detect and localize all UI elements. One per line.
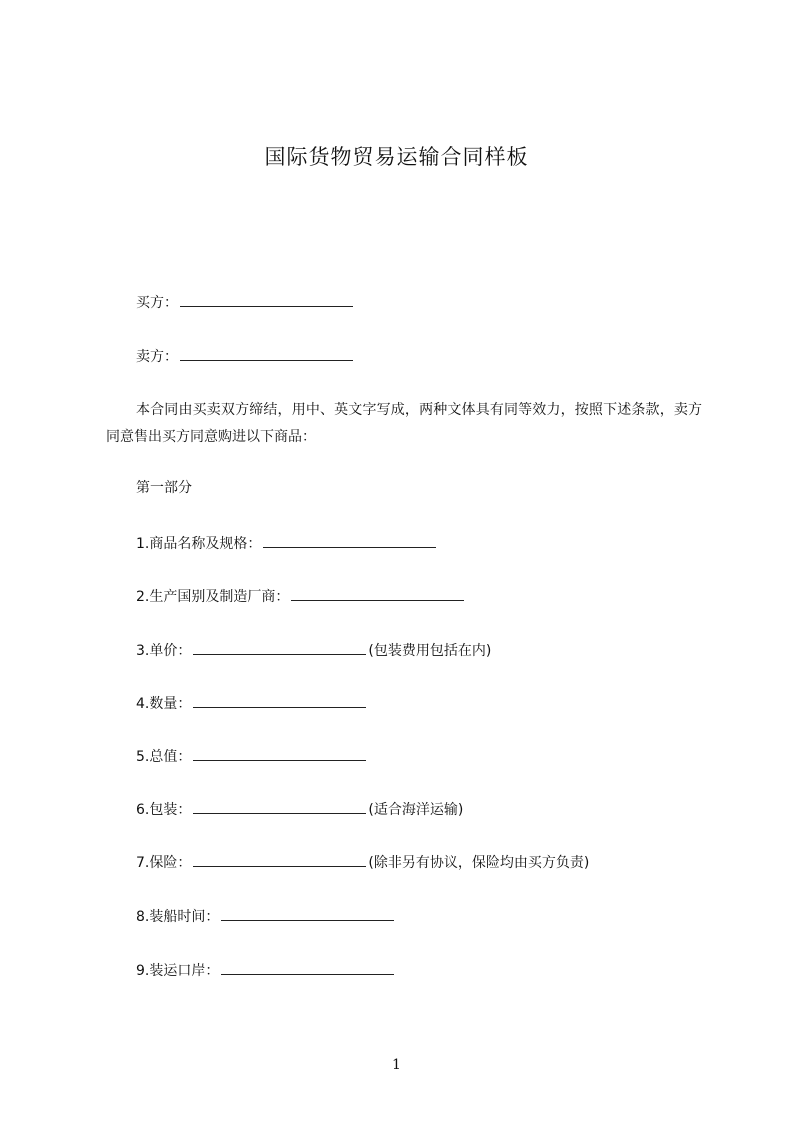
clause-blank — [291, 585, 464, 601]
seller-blank — [180, 345, 353, 361]
clause-label: 8.装船时间： — [136, 909, 220, 925]
clause-1 — [136, 532, 438, 554]
clause-blank — [193, 851, 366, 867]
clause-label: 3.单价： — [136, 643, 192, 659]
clause-blank — [263, 532, 436, 548]
seller-label: 卖方： — [136, 349, 178, 365]
clause-blank — [193, 639, 366, 655]
seller-line — [136, 345, 355, 367]
clause-blank — [193, 745, 366, 761]
document-title: 国际货物贸易运输合同样板 — [264, 145, 529, 169]
clause-6 — [136, 798, 463, 820]
clause-3 — [136, 639, 491, 661]
clause-blank — [221, 905, 394, 921]
section-heading: 第一部分 — [136, 480, 192, 496]
clause-5 — [136, 745, 368, 767]
intro-paragraph: 本合同由买卖双方缔结，用中、英文字写成，两种文体具有同等效力，按照下述条款，卖方同意售出买方同意购进以下商品： — [106, 402, 702, 445]
clause-2 — [136, 585, 466, 607]
page-number: 1 — [392, 1057, 401, 1073]
clause-label: 5.总值： — [136, 749, 192, 765]
clause-note: (除非另有协议，保险均由买方负责) — [368, 855, 590, 871]
buyer-blank — [180, 291, 353, 307]
clause-9 — [136, 959, 396, 981]
clause-7 — [136, 851, 589, 873]
clause-label: 1.商品名称及规格： — [136, 536, 262, 552]
clause-blank — [221, 959, 394, 975]
clause-note: (包装费用包括在内) — [368, 643, 492, 659]
clause-note: (适合海洋运输) — [368, 802, 464, 818]
clause-label: 9.装运口岸： — [136, 963, 220, 979]
clause-blank — [193, 798, 366, 814]
clause-4 — [136, 692, 368, 714]
buyer-line — [136, 291, 355, 313]
clause-blank — [193, 692, 366, 708]
clause-8 — [136, 905, 396, 927]
clause-label: 7.保险： — [136, 855, 192, 871]
clause-label: 6.包装： — [136, 802, 192, 818]
buyer-label: 买方： — [136, 295, 178, 311]
clause-label: 2.生产国别及制造厂商： — [136, 589, 290, 605]
clause-label: 4.数量： — [136, 696, 192, 712]
